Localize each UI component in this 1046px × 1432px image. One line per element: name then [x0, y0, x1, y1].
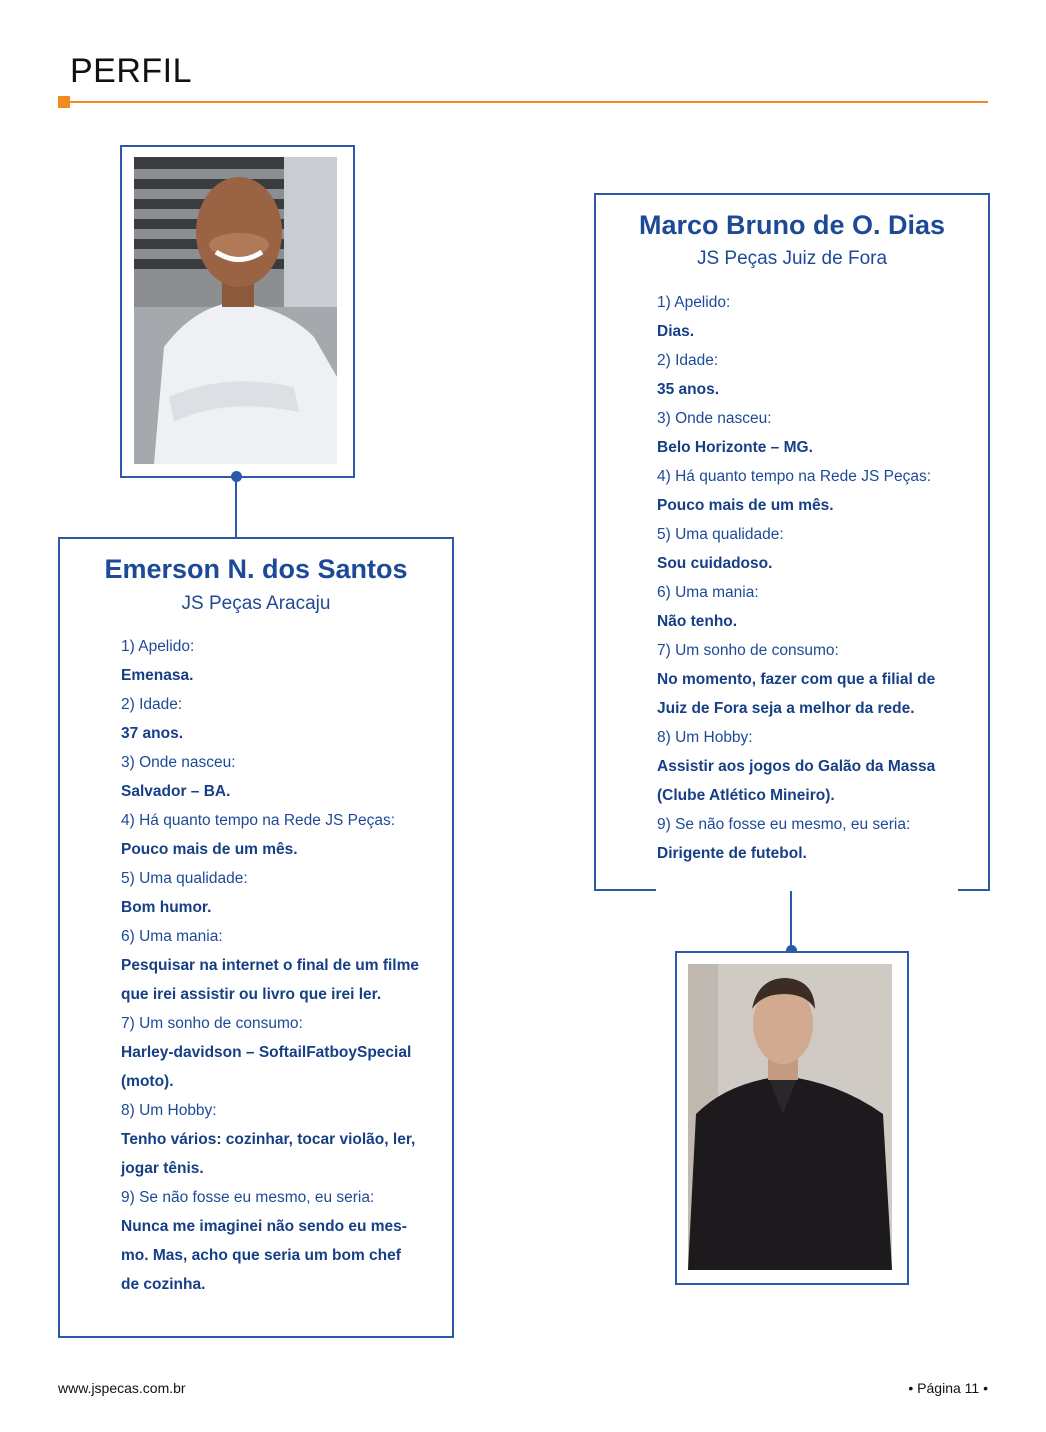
- answer: Dirigente de futebol.: [657, 845, 807, 862]
- answer: Bom humor.: [121, 899, 212, 916]
- profile-card-right: [594, 193, 990, 891]
- card-bottom-border-right-segment: [958, 889, 988, 891]
- profile-store-right: JS Peças Juiz de Fora: [696, 248, 888, 269]
- question: 1) Apelido:: [121, 638, 195, 655]
- question: 3) Onde nasceu:: [121, 754, 236, 771]
- question: 7) Um sonho de consumo:: [657, 642, 839, 659]
- question: 2) Idade:: [121, 696, 183, 713]
- footer-website: www.jspecas.com.br: [58, 1380, 186, 1396]
- answer: (Clube Atlético Mineiro).: [657, 787, 835, 804]
- answer: Emenasa.: [121, 667, 194, 684]
- answer: No momento, fazer com que a filial de: [657, 671, 936, 688]
- answer: que irei assistir ou livro que irei ler.: [121, 986, 382, 1003]
- connector-line-right: [790, 891, 792, 946]
- question: 2) Idade:: [657, 352, 719, 369]
- footer-page-number: • Página 11 •: [908, 1380, 988, 1396]
- question: 5) Uma qualidade:: [121, 870, 248, 887]
- answer: 37 anos.: [121, 725, 184, 742]
- answer: Pouco mais de um mês.: [657, 497, 834, 514]
- answer: mo. Mas, acho que seria um bom chef: [121, 1247, 401, 1264]
- profile-photo-left: [134, 157, 337, 464]
- card-bottom-border-left-segment: [594, 889, 656, 891]
- question: 6) Uma mania:: [657, 584, 759, 601]
- question: 6) Uma mania:: [121, 928, 223, 945]
- profile-store-left: JS Peças Aracaju: [181, 593, 331, 614]
- answer: (moto).: [121, 1073, 174, 1090]
- connector-line-left: [235, 478, 237, 538]
- photo-frame-left: [120, 145, 355, 478]
- question: 7) Um sonho de consumo:: [121, 1015, 303, 1032]
- answer: Tenho vários: cozinhar, tocar violão, ler,: [121, 1131, 416, 1148]
- question: 1) Apelido:: [657, 294, 731, 311]
- header-rule: [70, 101, 988, 103]
- question: 4) Há quanto tempo na Rede JS Peças:: [657, 468, 931, 485]
- profile-card-left: [58, 537, 454, 1338]
- answer: Harley-davidson – SoftailFatboySpecial: [121, 1044, 412, 1061]
- answer: Pouco mais de um mês.: [121, 841, 298, 858]
- qa-list-right: [657, 288, 977, 868]
- section-title: PERFIL: [70, 52, 193, 90]
- answer: Juiz de Fora seja a melhor da rede.: [657, 700, 915, 717]
- answer: Assistir aos jogos do Galão da Massa: [657, 758, 936, 775]
- answer: 35 anos.: [657, 381, 720, 398]
- answer: Nunca me imaginei não sendo eu mes-: [121, 1218, 407, 1235]
- question: 4) Há quanto tempo na Rede JS Peças:: [121, 812, 395, 829]
- header-accent-square: [58, 96, 70, 108]
- answer: Não tenho.: [657, 613, 738, 630]
- profile-photo-right: [688, 964, 892, 1270]
- question: 3) Onde nasceu:: [657, 410, 772, 427]
- qa-list-left: [121, 632, 441, 1299]
- answer: Dias.: [657, 323, 695, 340]
- question: 8) Um Hobby:: [121, 1102, 217, 1119]
- answer: Salvador – BA.: [121, 783, 231, 800]
- question: 9) Se não fosse eu mesmo, eu seria:: [121, 1189, 375, 1206]
- question: 5) Uma qualidade:: [657, 526, 784, 543]
- question: 8) Um Hobby:: [657, 729, 753, 746]
- profile-name-left: Emerson N. dos Santos: [104, 554, 408, 584]
- answer: Belo Horizonte – MG.: [657, 439, 813, 456]
- answer: jogar tênis.: [121, 1160, 204, 1177]
- answer: Sou cuidadoso.: [657, 555, 773, 572]
- photo-frame-right: [675, 951, 909, 1285]
- question: 9) Se não fosse eu mesmo, eu seria:: [657, 816, 911, 833]
- answer: Pesquisar na internet o final de um filme: [121, 957, 420, 974]
- answer: de cozinha.: [121, 1276, 206, 1293]
- profile-name-right: Marco Bruno de O. Dias: [638, 210, 946, 240]
